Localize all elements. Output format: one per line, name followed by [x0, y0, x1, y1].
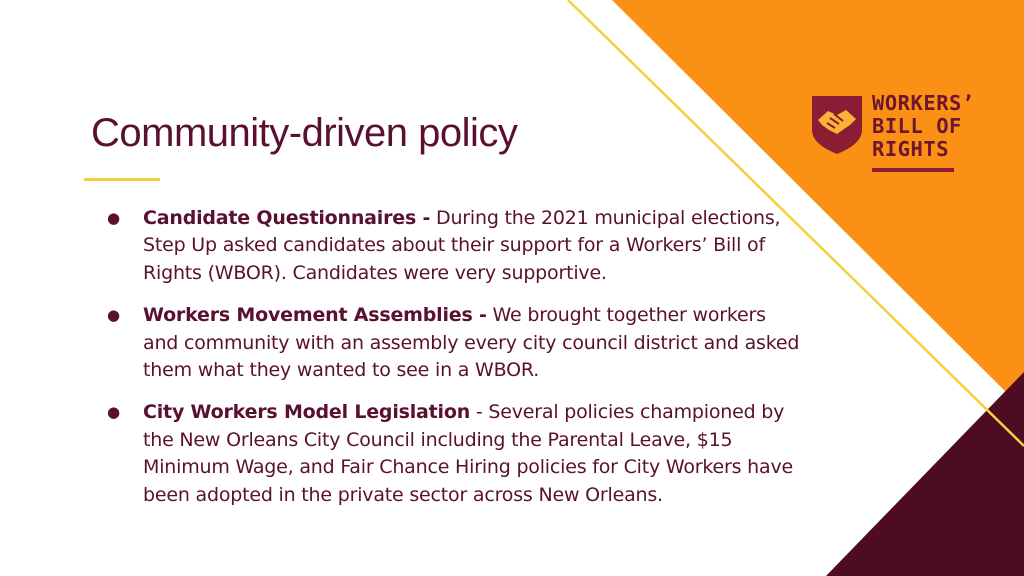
page-title: Community-driven policy: [91, 111, 518, 155]
title-underline: [84, 178, 160, 181]
workers-bill-of-rights-logo: [810, 92, 1000, 178]
logo-line-2: BILL OF: [872, 114, 962, 138]
handshake-shield-icon: [810, 94, 864, 156]
logo-line-3: RIGHTS: [872, 137, 950, 161]
bullet-list: [101, 205, 801, 524]
bullet-heading: City Workers Model Legislation: [143, 401, 471, 424]
bullet-icon: ●: [107, 209, 120, 227]
maroon-corner-shape: [826, 372, 1024, 576]
list-item: [101, 399, 801, 509]
bullet-text: During the 2021 municipal elections, Step Up asked candidates about their support for a Workers’ Bill of Rights (WBOR). Candidates were very supportive.: [143, 207, 781, 284]
logo-underline: [872, 168, 954, 172]
bullet-icon: ●: [107, 306, 120, 325]
bullet-text: - Several policies championed by the New Orleans City Council including the Parental Leave, $15 Minimum Wage, and Fair Chance Hiring policies for City Workers have been adopted in the private sector across New Orleans.: [143, 401, 793, 506]
bullet-heading: Candidate Questionnaires -: [143, 207, 431, 229]
logo-line-1: WORKERS’: [872, 91, 975, 115]
logo-wordmark: [872, 92, 975, 161]
bullet-heading: Workers Movement Assemblies -: [143, 304, 487, 327]
bullet-icon: ●: [107, 403, 120, 422]
list-item: [101, 302, 801, 384]
list-item: [101, 205, 801, 287]
bullet-text: We brought together workers and community with an assembly every city council district and asked them what they wanted to see in a WBOR.: [143, 304, 800, 382]
